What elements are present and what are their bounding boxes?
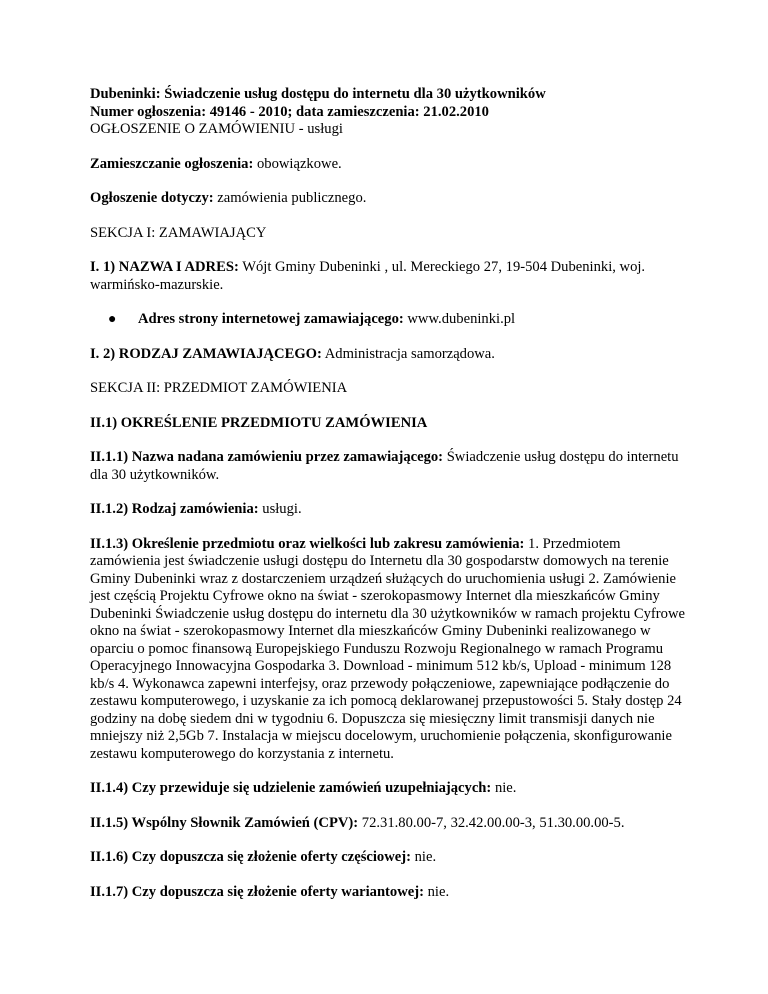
ii17-value: nie. bbox=[423, 883, 450, 900]
bullet-icon: ● bbox=[108, 312, 117, 327]
notice-meta: Numer ogłoszenia: 49146 - 2010; data zamieszczenia: 21.02.2010 bbox=[90, 103, 489, 120]
notice-title: Dubeninki: Świadczenie usług dostępu do internetu dla 30 użytkowników bbox=[90, 86, 546, 102]
document-header bbox=[90, 86, 690, 139]
nazwa-paragraph bbox=[90, 259, 690, 294]
rodzaj-zamawiajacego-paragraph bbox=[90, 346, 690, 364]
ii11-label: II.1.1) Nazwa nadana zamówieniu przez zamawiającego: bbox=[90, 449, 444, 465]
ii14-label: II.1.4) Czy przewiduje się udzielenie zamówień uzupełniających: bbox=[90, 780, 492, 796]
ii11-paragraph bbox=[90, 449, 690, 484]
ii13-value: 1. Przedmiotem zamówienia jest świadczenie usługi dostępu do Internetu dla 30 gospodarstw domowych na terenie Gminy Dubeninki wraz z dostarczeniem urządzeń służących do uruchomienia usługi 2. Zamówienie jest częścią Projektu Cyfrowe okno na świat - szerokopasmowy Internet dla mieszkańców Gminy Dubeninki Świadczenie usług dostępu do internetu dla 30 użytkowników w ramach projektu Cyfrowe okno na świat - szerokopasmowy Internet dla mieszkańców Gminy Dubeninki realizowanego w oparciu o pomoc finansową Europejskiego Funduszu Rozwoju Regionalnego w ramach Programu Operacyjnego Innowacyjna Gospodarka 3. Download - minimum 512 kb/s, Upload - minimum 128 kb/s 4. Wykonawca zapewni interfejsy, oraz przewody połączeniowe, zapewniające podłączenie do zestawu komputerowego, i uzyskanie za ich pomocą deklarowanej przepustowości 5. Stały dostęp 24 godziny na dobę siedem dni w tygodniu 6. Dopuszcza się miesięczny limit transmisji danych nie mniejszy niż 2,5Gb 7. Instalacja w miejscu docelowym, uruchomienie połączenia, skonfigurowanie zestawu komputerowego do korzystania z internetu. bbox=[90, 535, 685, 762]
ii17-paragraph bbox=[90, 884, 690, 902]
rodzaj-zamawiajacego-value: Administracja samorządowa. bbox=[321, 345, 495, 362]
ii16-paragraph bbox=[90, 849, 690, 867]
rodzaj-zamawiajacego-label: I. 2) RODZAJ ZAMAWIAJĄCEGO: bbox=[90, 345, 322, 362]
zamieszczanie-paragraph bbox=[90, 156, 690, 174]
ii15-label: II.1.5) Wspólny Słownik Zamówień (CPV): bbox=[90, 814, 359, 831]
ii1-heading bbox=[90, 415, 690, 433]
zamieszczanie-value: obowiązkowe. bbox=[253, 155, 342, 172]
ii12-value: usługi. bbox=[258, 501, 302, 517]
ii12-paragraph bbox=[90, 501, 690, 519]
document-page bbox=[90, 86, 690, 918]
ii11-value: Świadczenie usług dostępu do internetu dla 30 użytkowników. bbox=[90, 449, 679, 483]
section-1-heading: SEKCJA I: ZAMAWIAJĄCY bbox=[90, 224, 267, 241]
dotyczy-value: zamówienia publicznego. bbox=[213, 190, 367, 206]
www-value: www.dubeninki.pl bbox=[403, 311, 516, 327]
ii16-value: nie. bbox=[410, 849, 437, 865]
nazwa-label: I. 1) NAZWA I ADRES: bbox=[90, 259, 239, 275]
ii1-heading-text: II.1) OKREŚLENIE PRZEDMIOTU ZAMÓWIENIA bbox=[90, 414, 428, 431]
nazwa-value: Wójt Gminy Dubeninki , ul. Mereckiego 27, 19-504 Dubeninki, woj. warmińsko-mazurskie. bbox=[90, 259, 646, 293]
ii13-label: II.1.3) Określenie przedmiotu oraz wielkości lub zakresu zamówienia: bbox=[90, 535, 525, 552]
www-label: Adres strony internetowej zamawiającego: bbox=[138, 311, 404, 327]
www-list bbox=[90, 311, 690, 329]
dotyczy-label: Ogłoszenie dotyczy: bbox=[90, 190, 214, 206]
zamieszczanie-label: Zamieszczanie ogłoszenia: bbox=[90, 155, 254, 172]
dotyczy-paragraph bbox=[90, 190, 690, 208]
section-2-heading: SEKCJA II: PRZEDMIOT ZAMÓWIENIA bbox=[90, 380, 348, 396]
ii13-paragraph bbox=[90, 536, 690, 764]
notice-type: OGŁOSZENIE O ZAMÓWIENIU - usługi bbox=[90, 121, 343, 137]
ii14-value: nie. bbox=[491, 780, 517, 796]
ii12-label: II.1.2) Rodzaj zamówienia: bbox=[90, 501, 259, 517]
ii15-paragraph bbox=[90, 815, 690, 833]
ii17-label: II.1.7) Czy dopuszcza się złożenie oferty wariantowej: bbox=[90, 883, 424, 900]
ii15-value: 72.31.80.00-7, 32.42.00.00-3, 51.30.00.00-5. bbox=[358, 814, 625, 831]
ii16-label: II.1.6) Czy dopuszcza się złożenie oferty częściowej: bbox=[90, 849, 411, 865]
www-list-item bbox=[108, 311, 690, 329]
ii14-paragraph bbox=[90, 780, 690, 798]
